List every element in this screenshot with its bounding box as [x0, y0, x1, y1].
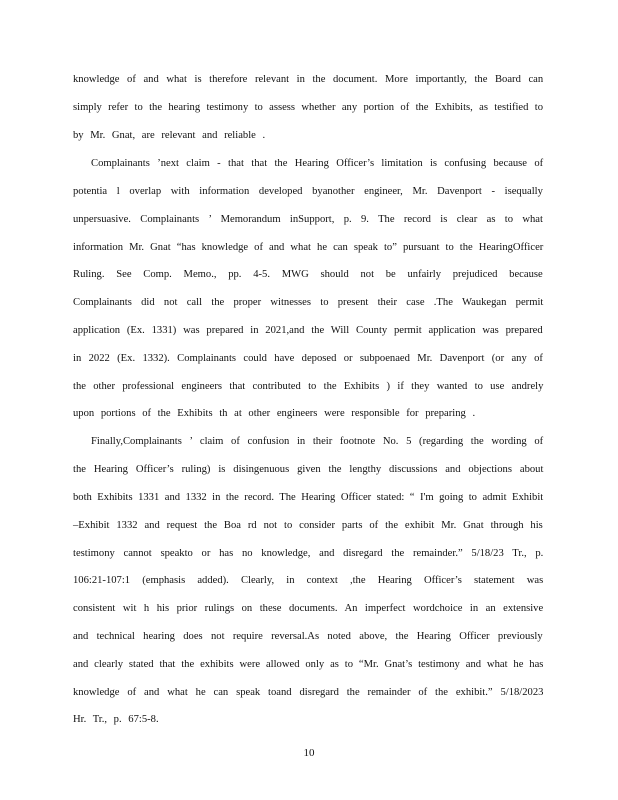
text-line	[73, 602, 543, 616]
line-text: potentia l overlap with information developed byanother engineer, Mr. Davenport - isequally	[73, 186, 543, 197]
paragraph-first-line	[91, 157, 543, 171]
text-line	[73, 519, 543, 533]
line-text: unpersuasive. Complainants ’ Memorandum inSupport, p. 9. The record is clear as to what	[73, 214, 543, 225]
line-text: by Mr. Gnat, are relevant and reliable .	[73, 130, 266, 141]
text-line	[73, 129, 543, 143]
line-text: Complainants did not call the proper witnesses to present their case .The Waukegan permit	[73, 297, 544, 308]
line-text: both Exhibits 1331 and 1332 in the record. The Hearing Officer stated: “ I'm going to admit Exhibit	[73, 492, 544, 503]
text-line	[73, 296, 543, 310]
text-line	[73, 686, 543, 700]
text-line	[73, 185, 543, 199]
text-line	[73, 658, 543, 672]
text-line	[73, 268, 543, 282]
text-line	[73, 101, 543, 115]
text-line	[73, 73, 543, 87]
text-line	[73, 324, 543, 338]
line-text: Complainants ’next claim - that that the Hearing Officer’s limitation is confusing because of	[91, 158, 544, 169]
line-text: testimony cannot speakto or has no knowledge, and disregard the remainder.” 5/18/23 Tr., p.	[73, 548, 544, 559]
text-line	[73, 241, 543, 255]
page-number: 10	[303, 747, 315, 759]
line-text: and technical hearing does not require reversal.As noted above, the Hearing Officer previously	[73, 631, 543, 642]
line-text: knowledge of and what is therefore relevant in the document. More importantly, the Board can	[73, 74, 544, 85]
text-line	[73, 213, 543, 227]
paragraph-first-line	[91, 435, 543, 449]
line-text: Finally,Complainants ’ claim of confusion in their footnote No. 5 (regarding the wording of	[91, 436, 544, 447]
line-text: in 2022 (Ex. 1332). Complainants could have deposed or subpoenaed Mr. Davenport (or any of	[73, 353, 543, 364]
text-line	[73, 547, 543, 561]
line-text: and clearly stated that the exhibits were allowed only as to “Mr. Gnat’s testimony and what he has	[73, 659, 544, 670]
line-text: the other professional engineers that contributed to the Exhibits ) if they wanted to use andrely	[73, 381, 544, 392]
line-text: upon portions of the Exhibits th at other engineers were responsible for preparing .	[73, 408, 476, 419]
text-line	[73, 713, 543, 727]
line-text: 106:21-107:1 (emphasis added). Clearly, in context ,the Hearing Officer’s statement was	[73, 575, 544, 586]
line-text: consistent wit h his prior rulings on these documents. An imperfect wordchoice in an extensive	[73, 603, 544, 614]
text-line	[73, 463, 543, 477]
line-text: application (Ex. 1331) was prepared in 2021,and the Will County permit application was prepared	[73, 325, 543, 336]
line-text: Ruling. See Comp. Memo., pp. 4-5. MWG should not be unfairly prejudiced because	[73, 269, 543, 280]
line-text: simply refer to the hearing testimony to assess whether any portion of the Exhibits, as testified to	[73, 102, 544, 113]
line-text: knowledge of and what he can speak toand disregard the remainder of the exhibit.” 5/18/2023	[73, 687, 544, 698]
line-text: the Hearing Officer’s ruling) is disingenuous given the lengthy discussions and objections about	[73, 464, 544, 475]
text-line	[73, 407, 543, 421]
line-text: Hr. Tr., p. 67:5-8.	[73, 714, 159, 725]
text-line	[73, 574, 543, 588]
text-line	[73, 491, 543, 505]
text-line	[73, 630, 543, 644]
line-text: information Mr. Gnat “has knowledge of and what he can speak to” pursuant to the HearingOfficer	[73, 242, 544, 253]
text-line	[73, 380, 543, 394]
line-text: –Exhibit 1332 and request the Boa rd not to consider parts of the exhibit Mr. Gnat through his	[73, 520, 543, 531]
text-line	[73, 352, 543, 366]
